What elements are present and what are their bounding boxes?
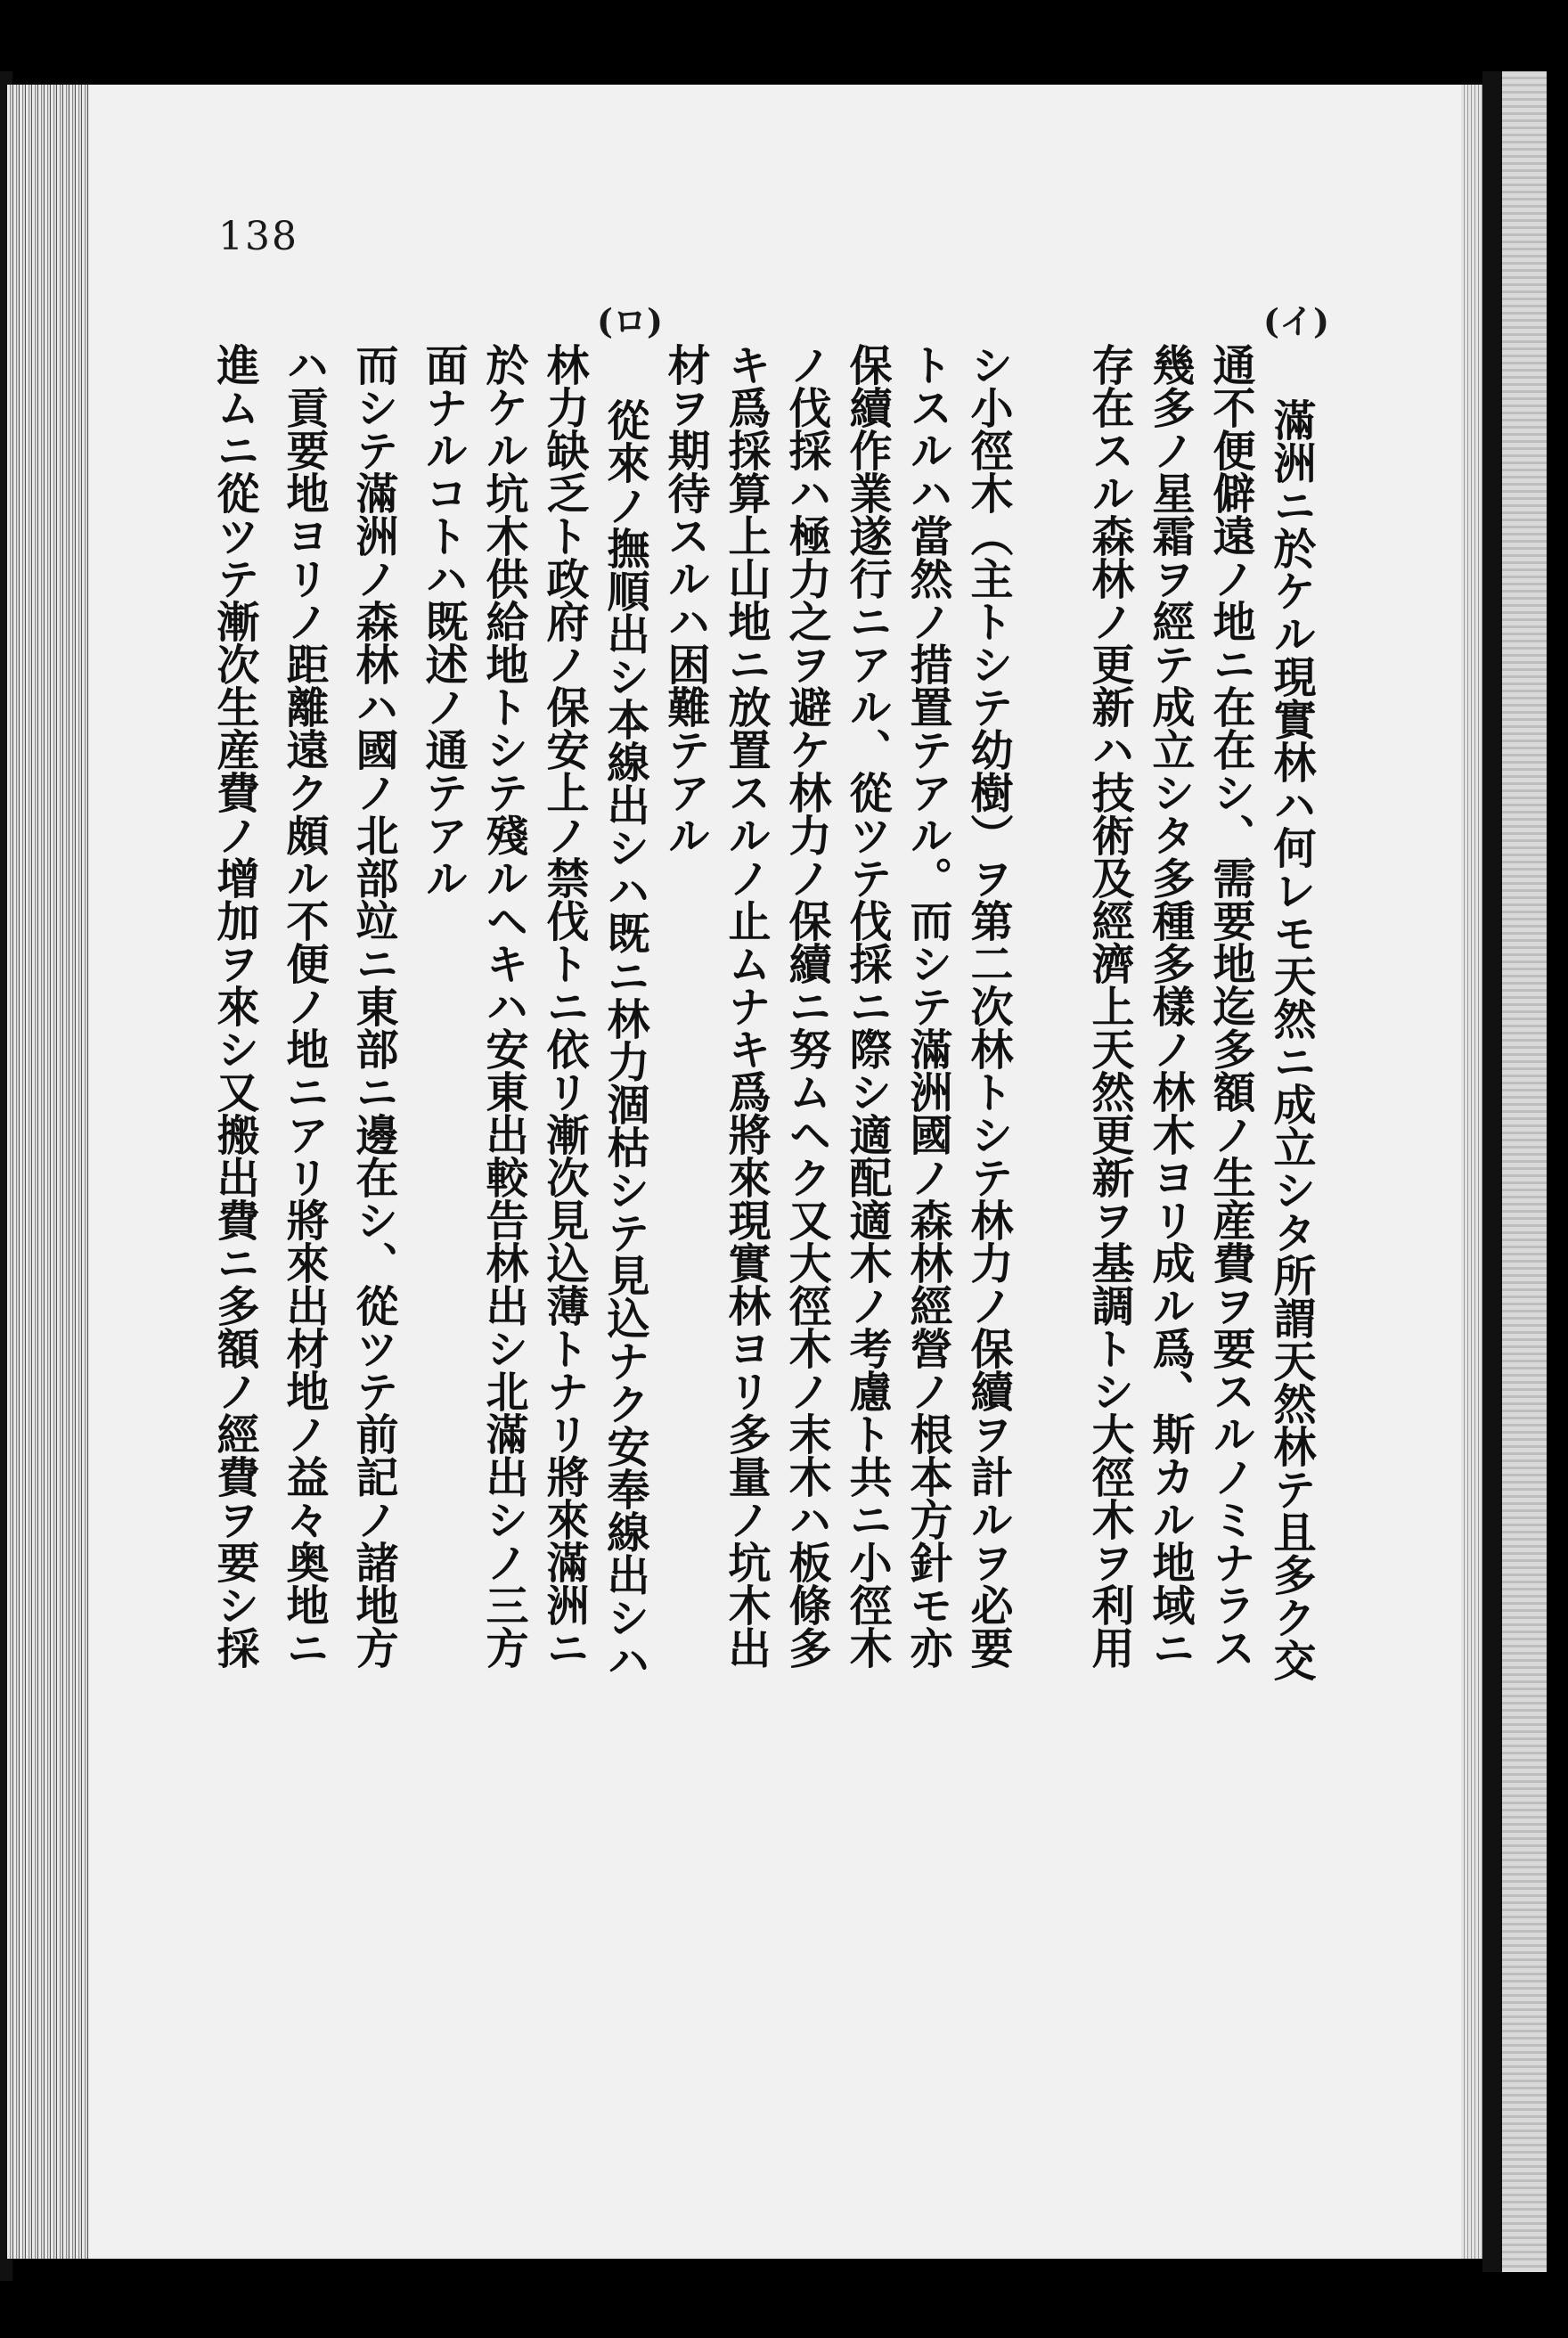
text-column-12: 林力缺乏ト政府ノ保安上ノ禁伐トニ依リ漸次見込薄トナリ將來滿洲ニ <box>539 343 589 1669</box>
text-column-3: 幾多ノ星霜ヲ經テ成立シタ多種多樣ノ林木ヨリ成ル爲、斯カル地域ニ <box>1145 343 1195 1669</box>
text-column-13: 於ケル坑木供給地トシテ殘ルヘキハ安東出較告林出シ北滿出シノ三方 <box>478 343 528 1669</box>
text-column-8: ノ伐採ハ極力之ヲ避ケ林力ノ保續ニ努ムヘク又大徑木ノ末木ハ板條多 <box>781 343 831 1669</box>
section-marker-i: (イ) <box>1263 301 1329 341</box>
text-column-14: 面ナルコトハ既述ノ通テアル <box>418 343 468 899</box>
text-column-17: 進ムニ從ツテ漸次生産費ノ增加ヲ來シ又搬出費ニ多額ノ經費ヲ要シ採 <box>209 343 259 1669</box>
section-marker-ro: (ロ) <box>597 301 663 341</box>
text-column-5: シ小徑木（主トシテ幼樹）ヲ第二次林トシテ林力ノ保續ヲ計ルヲ必要 <box>963 343 1013 1669</box>
page-number: 138 <box>218 214 298 259</box>
text-column-15: 而シテ滿洲ノ森林ハ國ノ北部竝ニ東部ニ邊在シ、從ツテ前記ノ諸地方 <box>348 343 398 1669</box>
text-column-1: 滿洲ニ於ケル現實林ハ何レモ天然ニ成立シタ所謂天然林テ且多ク交 <box>1266 398 1316 1681</box>
text-column-11: 從來ノ撫順出シ本線出シハ既ニ林力涸枯シテ見込ナク安奉線出シハ <box>600 398 649 1681</box>
page-edges <box>7 85 96 2259</box>
text-column-10: 材ヲ期待スルハ困難テアル <box>660 343 710 856</box>
text-column-16: ハ貢要地ヨリノ距離遠ク頗ル不便ノ地ニアリ將來出材地ノ益々奥地ニ <box>279 343 329 1669</box>
text-column-2: 通不便僻遠ノ地ニ在在シ、需要地迄多額ノ生産費ヲ要スルノミナラス <box>1205 343 1255 1669</box>
text-column-9: キ爲採算上山地ニ放置スルノ止ムナキ爲將來現實林ヨリ多量ノ坑木出 <box>721 343 771 1669</box>
text-column-7: 保續作業遂行ニアル、從ツテ伐採ニ際シ適配適木ノ考慮ト共ニ小徑木 <box>842 343 892 1669</box>
scan-margin <box>1502 71 1547 2272</box>
right-binding-shadow <box>1482 71 1502 2272</box>
text-column-4: 存在スル森林ノ更新ハ技術及經濟上天然更新ヲ基調トシ大徑木ヲ利用 <box>1084 343 1134 1669</box>
text-column-6: トスルハ當然ノ措置テアル。而シテ滿洲國ノ森林經營ノ根本方針モ亦 <box>902 343 952 1669</box>
right-page-edge <box>1461 85 1482 2259</box>
